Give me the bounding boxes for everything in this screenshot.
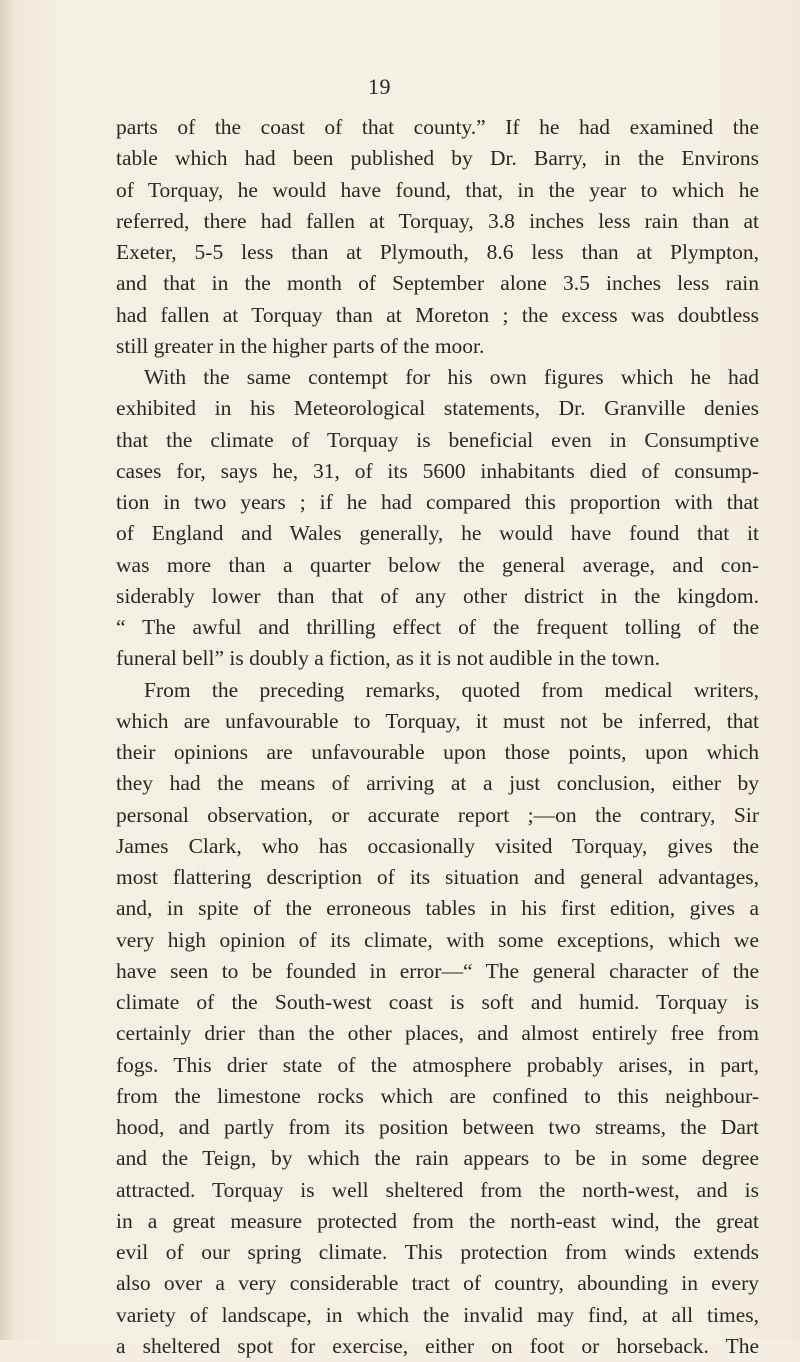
text-line: referred, there had fallen at Torquay, 3.8 inches less rain than at — [116, 208, 759, 233]
text-line: very high opinion of its climate, with some exceptions, which we — [116, 927, 759, 952]
paragraph-start-line: From the preceding remarks, quoted from medical writers, — [144, 677, 759, 702]
text-line: that the climate of Torquay is beneficial even in Consumptive — [116, 427, 759, 452]
text-line: certainly drier than the other places, and almost entirely free from — [116, 1021, 759, 1046]
text-line: exhibited in his Meteorological statements, Dr. Granville denies — [116, 396, 759, 421]
text-line: of Torquay, he would have found, that, in the year to which he — [116, 177, 759, 202]
text-line: they had the means of arriving at a just conclusion, either by — [116, 771, 759, 796]
text-line: variety of landscape, in which the invalid may find, at all times, — [116, 1302, 759, 1327]
text-line: and that in the month of September alone 3.5 inches less rain — [116, 271, 759, 296]
text-line: table which had been published by Dr. Barry, in the Environs — [116, 146, 759, 171]
text-line: funeral bell” is doubly a fiction, as it is not audible in the town. — [116, 646, 660, 671]
text-line: “ The awful and thrilling effect of the frequent tolling of the — [116, 615, 759, 639]
text-line: hood, and partly from its position between two streams, the Dart — [116, 1115, 759, 1139]
text-line: personal observation, or accurate report ;—on the contrary, Sir — [116, 802, 759, 827]
text-line: also over a very considerable tract of country, abounding in every — [116, 1271, 759, 1296]
text-line: from the limestone rocks which are confined to this neighbour- — [116, 1083, 759, 1108]
text-line: was more than a quarter below the general average, and con- — [116, 552, 759, 577]
text-line: siderably lower than that of any other district in the kingdom. — [116, 583, 759, 608]
text-line: and the Teign, by which the rain appears to be in some degree — [116, 1146, 759, 1171]
text-line: climate of the South-west coast is soft and humid. Torquay is — [116, 990, 759, 1014]
text-line: of England and Wales generally, he would have found that it — [116, 521, 759, 546]
page-number: 19 — [368, 74, 391, 99]
text-line: James Clark, who has occasionally visited Torquay, gives the — [116, 833, 759, 858]
text-line: fogs. This drier state of the atmosphere probably arises, in part, — [116, 1052, 759, 1077]
text-line: most flattering description of its situation and general advantages, — [116, 865, 759, 889]
text-line: evil of our spring climate. This protection from winds extends — [116, 1240, 759, 1264]
body-text — [116, 112, 759, 1362]
text-line: parts of the coast of that county.” If he had examined the — [116, 115, 759, 139]
text-line: tion in two years ; if he had compared this proportion with that — [116, 490, 759, 514]
text-line: attracted. Torquay is well sheltered from the north-west, and is — [116, 1177, 759, 1202]
text-line: had fallen at Torquay than at Moreton ; the excess was doubtless — [116, 302, 759, 327]
text-line: their opinions are unfavourable upon those points, upon which — [116, 740, 759, 764]
paragraph-start-line: With the same contempt for his own figures which he had — [144, 365, 759, 389]
text-line: cases for, says he, 31, of its 5600 inhabitants died of consump- — [116, 458, 759, 483]
page-gutter-shadow — [0, 0, 14, 1340]
text-line: and, in spite of the erroneous tables in his first edition, gives a — [116, 896, 759, 921]
text-line: Exeter, 5-5 less than at Plymouth, 8.6 less than at Plympton, — [116, 240, 759, 264]
text-line: have seen to be founded in error—“ The general character of the — [116, 958, 759, 983]
text-line: still greater in the higher parts of the moor. — [116, 333, 485, 358]
text-line: a sheltered spot for exercise, either on foot or horseback. The — [116, 1333, 759, 1358]
text-line: which are unfavourable to Torquay, it must not be inferred, that — [116, 708, 759, 733]
text-line: in a great measure protected from the north-east wind, the great — [116, 1208, 759, 1233]
